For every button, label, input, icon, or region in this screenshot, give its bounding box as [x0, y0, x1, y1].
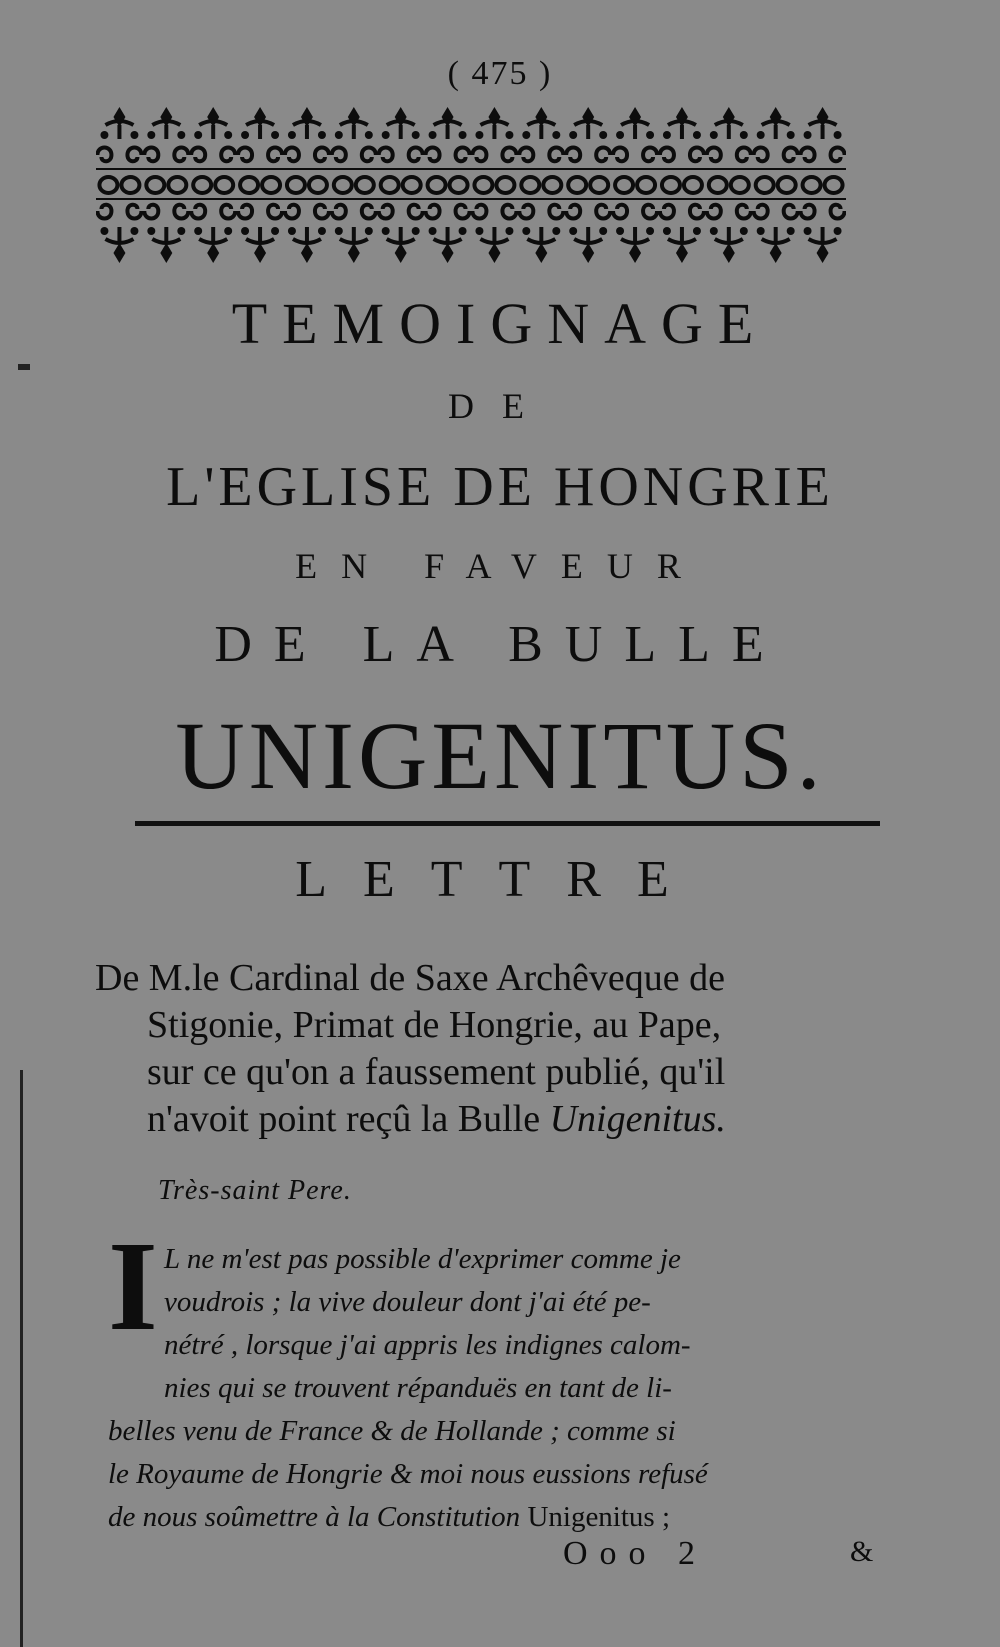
letter-heading-line-1: De M.le Cardinal de Saxe Archêveque de — [95, 957, 725, 999]
salutation: Très-saint Pere. — [158, 1175, 352, 1206]
signature-mark: Ooo 2 — [563, 1535, 708, 1572]
body-line: L ne m'est pas possible d'exprimer comme je — [164, 1243, 681, 1275]
letter-heading-line-4 — [95, 1096, 895, 1143]
title-line-1: TEMOIGNAGE — [231, 291, 769, 356]
letter-heading — [95, 955, 895, 1143]
letter-heading-line-4-roman: n'avoit point reçû la Bulle — [147, 1098, 550, 1140]
body-line: le Royaume de Hongrie & moi nous eussions refusé — [108, 1458, 708, 1490]
letter-heading-line-2: Stigonie, Primat de Hongrie, au Pape, — [147, 1004, 722, 1046]
scan-edge-line — [20, 1070, 23, 1647]
letter-heading-line-3: sur ce qu'on a faussement publié, qu'il — [147, 1051, 726, 1093]
body-text — [108, 1238, 888, 1539]
title-line-2: DE — [448, 386, 552, 426]
title-line-4: EN FAVEUR — [295, 546, 705, 586]
catchword: & — [850, 1535, 874, 1568]
body-line-last-italic: de nous soûmettre à la Constitution — [108, 1501, 528, 1533]
title-line-6: UNIGENITUS. — [175, 702, 825, 809]
title-line-5: DE LA BULLE — [214, 616, 786, 673]
body-line: nétré , lorsque j'ai appris les indignes calom- — [164, 1329, 691, 1361]
body-line-last — [108, 1496, 888, 1539]
section-title: LETTRE — [295, 851, 705, 908]
divider-rule — [135, 821, 880, 826]
letter-heading-line-4-italic: Unigenitus. — [549, 1098, 726, 1140]
body-line-last-roman: Unigenitus ; — [527, 1501, 671, 1533]
fleuron-ornament-band — [96, 105, 846, 265]
page-number: ( 475 ) — [447, 55, 553, 92]
drop-cap: I — [108, 1215, 158, 1357]
title-line-3: L'EGLISE DE HONGRIE — [166, 456, 834, 518]
body-line: voudrois ; la vive douleur dont j'ai été pe- — [164, 1286, 651, 1318]
body-line: belles venu de France & de Hollande ; comme si — [108, 1415, 676, 1447]
scan-speck — [18, 364, 30, 370]
body-line: nies qui se trouvent répanduës en tant de li- — [164, 1372, 672, 1404]
